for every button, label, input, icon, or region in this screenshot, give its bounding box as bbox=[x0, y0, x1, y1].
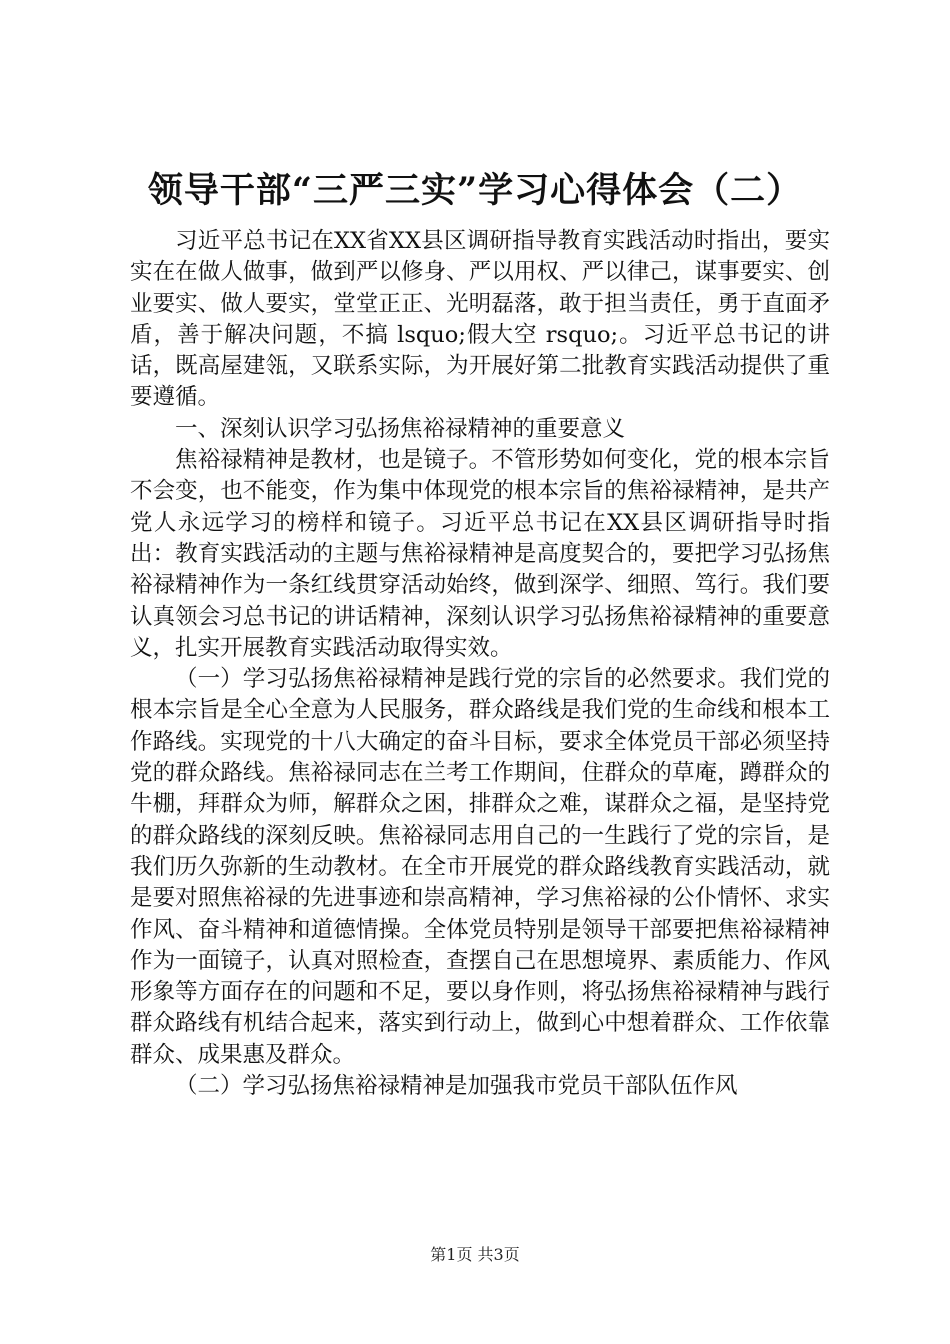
paragraph-subsection-1: （一）学习弘扬焦裕禄精神是践行党的宗旨的必然要求。我们党的根本宗旨是全心全意为人民服务，群众路线是我们党的生命线和根本工作路线。实现党的十八大确定的奋斗目标，要求全体党员干部必须坚持党的群众路线。焦裕禄同志在兰考工作期间，住群众的草庵，蹲群众的牛棚，拜群众为师，解群众之困，排群众之难，谋群众之福，是坚持党的群众路线的深刻反映。焦裕禄同志用自己的一生践行了党的宗旨，是我们历久弥新的生动教材。在全市开展党的群众路线教育实践活动，就是要对照焦裕禄的先进事迹和崇高精神，学习焦裕禄的公仆情怀、求实作风、奋斗精神和道德情操。全体党员特别是领导干部要把焦裕禄精神作为一面镜子，认真对照检查，查摆自己在思想境界、素质能力、作风形象等方面存在的问题和不足，要以身作则，将弘扬焦裕禄精神与践行群众路线有机结合起来，落实到行动上，做到心中想着群众、工作依靠群众、成果惠及群众。 bbox=[130, 666, 830, 1068]
document-body bbox=[130, 226, 830, 1102]
paragraph-intro: 习近平总书记在XX省XX县区调研指导教育实践活动时指出，要实实在在做人做事，做到严以修身、严以用权、严以律己，谋事要实、创业要实、做人要实，堂堂正正、光明磊落，敢于担当责任，勇于直面矛盾，善于解决问题，不搞 lsquo;假大空 rsquo;。习近平总书记的讲话，既高屋建瓴，又联系实际，为开展好第二批教育实践活动提供了重要遵循。 bbox=[130, 228, 830, 411]
paragraph-subsection-2: （二）学习弘扬焦裕禄精神是加强我市党员干部队伍作风 bbox=[175, 1073, 738, 1100]
document-title: 领导干部“三严三实”学习心得体会（二） bbox=[147, 170, 803, 211]
section-heading-1: 一、深刻认识学习弘扬焦裕禄精神的重要意义 bbox=[175, 415, 626, 442]
page-footer: 第1页 共3页 bbox=[430, 1245, 520, 1264]
paragraph-jiao-yulu-spirit: 焦裕禄精神是教材，也是镜子。不管形势如何变化，党的根本宗旨不会变，也不能变，作为集中体现党的根本宗旨的焦裕禄精神，是共产党人永远学习的榜样和镜子。习近平总书记在XX县区调研指导时指出：教育实践活动的主题与焦裕禄精神是高度契合的，要把学习弘扬焦裕禄精神作为一条红线贯穿活动始终，做到深学、细照、笃行。我们要认真领会习总书记的讲话精神，深刻认识学习弘扬焦裕禄精神的重要意义，扎实开展教育实践活动取得实效。 bbox=[130, 447, 830, 661]
